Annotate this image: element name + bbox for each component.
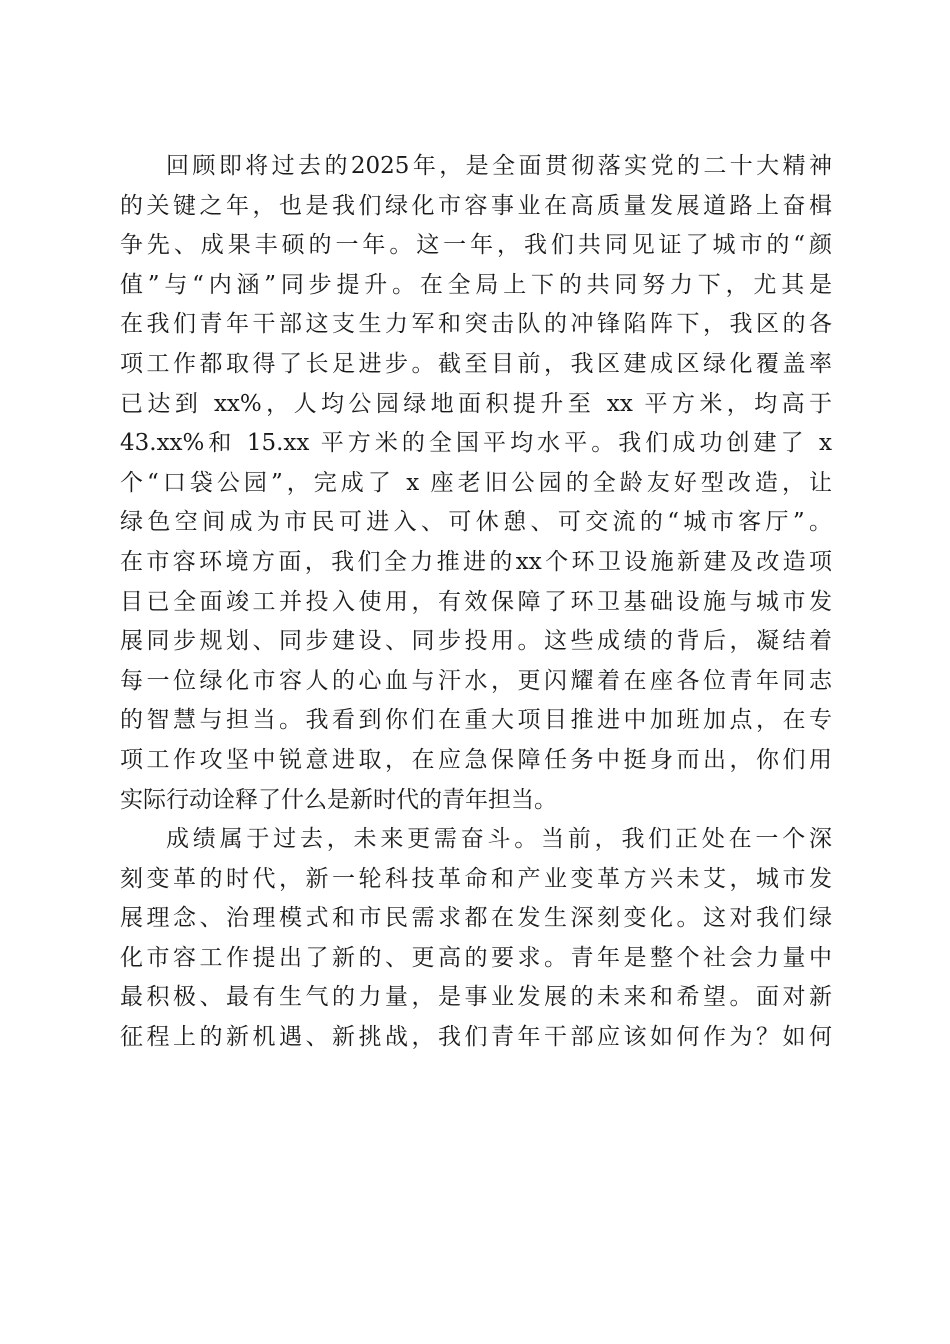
- text-line: 的智慧与担当。我看到你们在重大项目推进中加班加点，在专: [120, 707, 832, 734]
- text-line: 已达到 xx%，人均公园绿地面积提升至 xx 平方米，均高于: [120, 390, 832, 417]
- text-line: 征程上的新机遇、新挑战，我们青年干部应该如何作为？如何: [120, 1024, 832, 1051]
- text-line: 在我们青年干部这支生力军和突击队的冲锋陷阵下，我区的各: [120, 311, 832, 338]
- text-line: 实际行动诠释了什么是新时代的青年担当。: [120, 786, 557, 813]
- paragraph-1: [120, 147, 832, 820]
- text-line: 值”与“内涵”同步提升。在全局上下的共同努力下，尤其是: [120, 271, 832, 298]
- text-line: 绿色空间成为市民可进入、可休憩、可交流的“城市客厅”。: [120, 509, 832, 536]
- text-line: 项工作都取得了长足进步。截至目前，我区建成区绿化覆盖率: [120, 350, 832, 377]
- text-line: 个“口袋公园”，完成了 x 座老旧公园的全龄友好型改造，让: [120, 469, 832, 496]
- text-line: 成绩属于过去，未来更需奋斗。当前，我们正处在一个深: [166, 826, 832, 853]
- text-line: 目已全面竣工并投入使用，有效保障了环卫基础设施与城市发: [120, 588, 832, 615]
- document-body: [120, 147, 832, 1058]
- text-line: 项工作攻坚中锐意进取，在应急保障任务中挺身而出，你们用: [120, 746, 832, 773]
- text-line: 争先、成果丰硕的一年。这一年，我们共同见证了城市的“颜: [120, 232, 832, 259]
- text-line: 的关键之年，也是我们绿化市容事业在高质量发展道路上奋楫: [120, 192, 832, 219]
- text-line: 每一位绿化市容人的心血与汗水，更闪耀着在座各位青年同志: [120, 667, 832, 694]
- text-line: 展同步规划、同步建设、同步投用。这些成绩的背后，凝结着: [120, 628, 832, 655]
- paragraph-2: [120, 820, 832, 1058]
- text-line: 在市容环境方面，我们全力推进的xx个环卫设施新建及改造项: [120, 548, 832, 575]
- text-line: 展理念、治理模式和市民需求都在发生深刻变化。这对我们绿: [120, 905, 832, 932]
- text-line: 回顾即将过去的2025年，是全面贯彻落实党的二十大精神: [166, 153, 832, 179]
- text-line: 刻变革的时代，新一轮科技革命和产业变革方兴未艾，城市发: [120, 865, 832, 892]
- text-line: 化市容工作提出了新的、更高的要求。青年是整个社会力量中: [120, 944, 832, 971]
- text-line: 最积极、最有生气的力量，是事业发展的未来和希望。面对新: [120, 984, 832, 1011]
- text-line: 43.xx%和 15.xx 平方米的全国平均水平。我们成功创建了 x: [120, 430, 832, 457]
